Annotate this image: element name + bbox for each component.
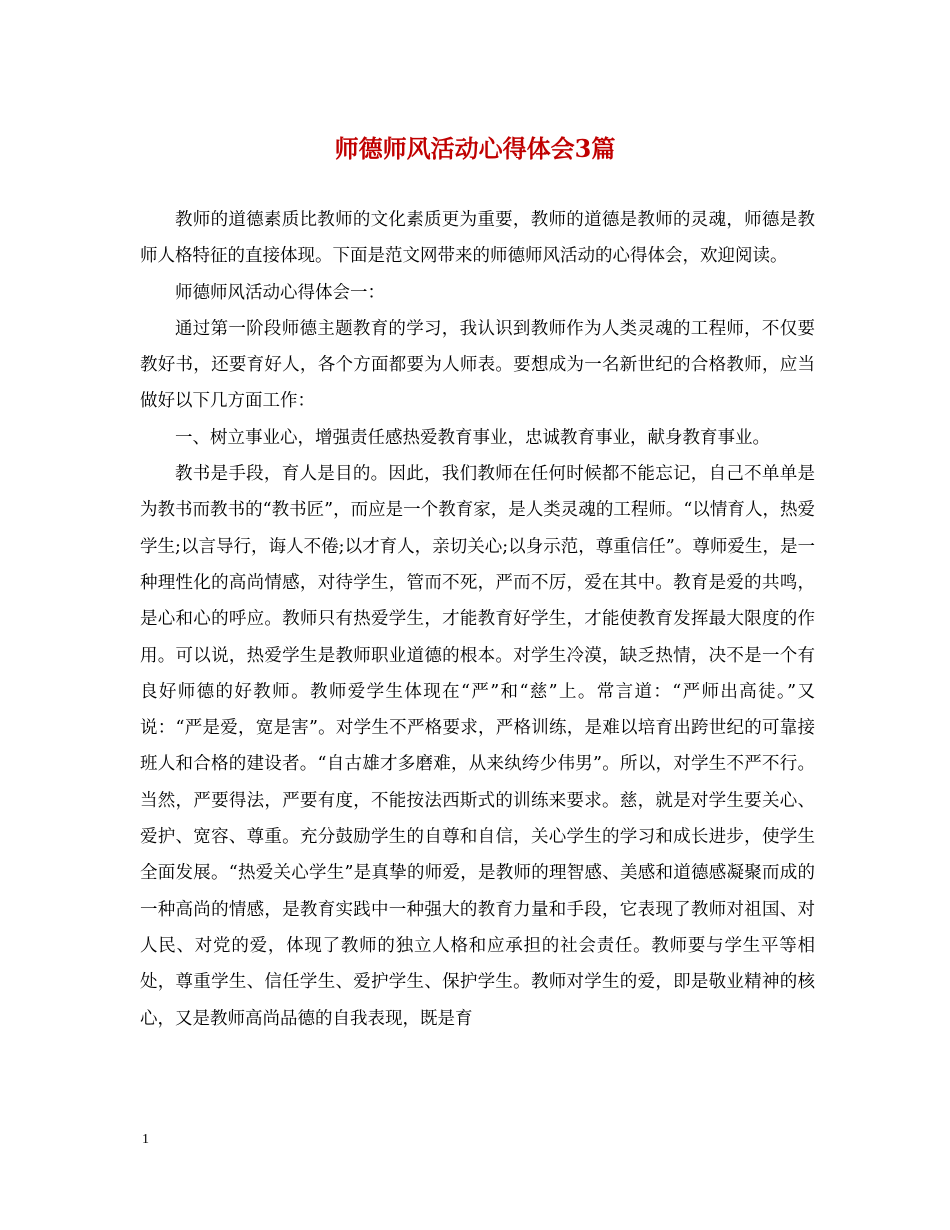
page-number: 1 <box>142 1132 149 1147</box>
paragraph-main: 教书是手段，育人是目的。因此，我们教师在任何时候都不能忘记，自己不单单是为教书而教书的“教书匠”，而应是一个教育家，是人类灵魂的工程师。“以情育人，热爱学生;以言导行，诲人不倦;以才育人，亲切关心;以身示范，尊重信任”。尊师爱生，是一种理性化的高尚情感，对待学生，管而不死，严而不厉，爱在其中。教育是爱的共鸣，是心和心的呼应。教师只有热爱学生，才能教育好学生，才能使教育发挥最大限度的作用。可以说，热爱学生是教师职业道德的根本。对学生冷漠，缺乏热情，决不是一个有良好师德的好教师。教师爱学生体现在“严”和“慈”上。常言道：“严师出高徒。”又说：“严是爱，宽是害”。对学生不严格要求，严格训练，是难以培育出跨世纪的可靠接班人和合格的建设者。“自古雄才多磨难，从来纨绔少伟男”。所以，对学生不严不行。当然，严要得法，严要有度，不能按法西斯式的训练来要求。慈，就是对学生要关心、爱护、宽容、尊重。充分鼓励学生的自尊和自信，关心学生的学习和成长进步，使学生全面发展。“热爱关心学生”是真挚的师爱，是教师的理智感、美感和道德感凝聚而成的一种高尚的情感，是教育实践中一种强大的教育力量和手段，它表现了教师对祖国、对人民、对党的爱，体现了教师的独立人格和应承担的社会责任。教师要与学生平等相处，尊重学生、信任学生、爱护学生、保护学生。教师对学生的爱，即是敬业精神的核心，又是教师高尚品德的自我表现，既是育 <box>140 464 815 1029</box>
paragraph-point-one: 一、树立事业心，增强责任感热爱教育事业，忠诚教育事业，献身教育事业。 <box>175 427 770 448</box>
document-title: 师德师风活动心得体会3篇 <box>334 134 616 163</box>
document-body <box>140 202 815 1037</box>
paragraph-intro: 教师的道德素质比教师的文化素质更为重要，教师的道德是教师的灵魂，师德是教师人格特征的直接体现。下面是范文网带来的师德师风活动的心得体会，欢迎阅读。 <box>140 210 815 267</box>
paragraph-section-heading: 师德师风活动心得体会一： <box>175 282 385 303</box>
paragraph-opening: 通过第一阶段师德主题教育的学习，我认识到教师作为人类灵魂的工程师，不仅要教好书，还要育好人，各个方面都要为人师表。要想成为一名新世纪的合格教师，应当做好以下几方面工作： <box>140 318 815 412</box>
